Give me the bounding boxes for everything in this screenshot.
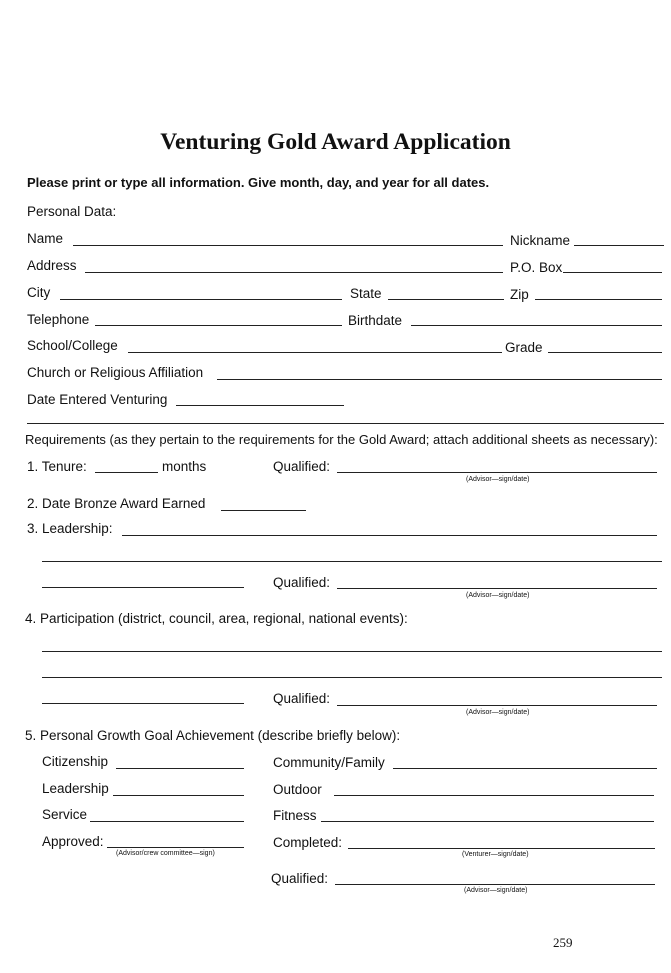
tenure-qualified-label: Qualified: [273, 459, 331, 474]
leadership-line-1[interactable] [122, 535, 657, 536]
personal-growth-label: 5. Personal Growth Goal Achievement (describe briefly below): [25, 728, 401, 743]
approved-field[interactable] [107, 847, 244, 848]
service-field[interactable] [90, 821, 244, 822]
grade-field[interactable] [548, 352, 662, 353]
church-field[interactable] [217, 379, 662, 380]
tenure-field[interactable] [95, 472, 158, 473]
final-qualified-label: Qualified: [271, 871, 329, 886]
po-box-label: P.O. Box [510, 260, 563, 275]
leadership-advisor-caption: (Advisor—sign/date) [466, 592, 530, 599]
participation-qualified-field[interactable] [337, 705, 657, 706]
approved-caption: (Advisor/crew committee—sign) [116, 850, 215, 857]
participation-line-2[interactable] [42, 677, 662, 678]
state-label: State [350, 286, 382, 301]
leadership-label: 3. Leadership: [27, 521, 113, 536]
page-number: 259 [553, 935, 573, 950]
address-field[interactable] [85, 272, 503, 273]
tenure-label: 1. Tenure: [27, 459, 87, 474]
telephone-field[interactable] [95, 325, 342, 326]
birthdate-field[interactable] [411, 325, 662, 326]
venturer-caption: (Venturer—sign/date) [462, 851, 529, 858]
community-field[interactable] [393, 768, 657, 769]
participation-qualified-label: Qualified: [273, 691, 331, 706]
birthdate-label: Birthdate [348, 313, 403, 328]
completed-label: Completed: [273, 835, 343, 850]
nickname-label: Nickname [510, 233, 571, 248]
tenure-advisor-caption: (Advisor—sign/date) [466, 476, 530, 483]
leadership-qualified-field[interactable] [337, 588, 657, 589]
outdoor-field[interactable] [334, 795, 654, 796]
city-label: City [27, 285, 51, 300]
state-field[interactable] [388, 299, 504, 300]
tenure-qualified-field[interactable] [337, 472, 657, 473]
school-field[interactable] [128, 352, 502, 353]
leadership-goal-field[interactable] [113, 795, 244, 796]
requirements-heading: Requirements (as they pertain to the requirements for the Gold Award; attach additional sheets as necessary): [25, 432, 658, 447]
date-entered-label: Date Entered Venturing [27, 392, 168, 407]
fitness-field[interactable] [321, 821, 654, 822]
city-field[interactable] [60, 299, 342, 300]
personal-data-heading: Personal Data: [27, 204, 117, 219]
zip-label: Zip [510, 287, 529, 302]
school-label: School/College [27, 338, 118, 353]
leadership-line-2[interactable] [42, 561, 662, 562]
po-box-field[interactable] [563, 272, 662, 273]
instructions: Please print or type all information. Give month, day, and year for all dates. [27, 175, 490, 190]
date-entered-field[interactable] [176, 405, 344, 406]
leadership-goal-label: Leadership [42, 781, 109, 796]
bronze-field[interactable] [221, 510, 306, 511]
name-label: Name [27, 231, 64, 246]
approved-label: Approved: [42, 834, 104, 849]
participation-line-3[interactable] [42, 703, 244, 704]
participation-label: 4. Participation (district, council, area, regional, national events): [25, 611, 408, 626]
citizenship-field[interactable] [116, 768, 244, 769]
completed-field[interactable] [348, 848, 655, 849]
outdoor-label: Outdoor [273, 782, 322, 797]
address-label: Address [27, 258, 77, 273]
final-advisor-caption: (Advisor—sign/date) [464, 887, 528, 894]
name-field[interactable] [73, 245, 503, 246]
participation-line-1[interactable] [42, 651, 662, 652]
tenure-months-label: months [162, 459, 207, 474]
leadership-qualified-label: Qualified: [273, 575, 331, 590]
leadership-line-3[interactable] [42, 587, 244, 588]
telephone-label: Telephone [27, 312, 90, 327]
nickname-field[interactable] [574, 245, 664, 246]
fitness-label: Fitness [273, 808, 317, 823]
participation-advisor-caption: (Advisor—sign/date) [466, 709, 530, 716]
final-qualified-field[interactable] [335, 884, 655, 885]
community-label: Community/Family [273, 755, 385, 770]
grade-label: Grade [505, 340, 543, 355]
church-label: Church or Religious Affiliation [27, 365, 204, 380]
zip-field[interactable] [535, 299, 662, 300]
citizenship-label: Citizenship [42, 754, 109, 769]
service-label: Service [42, 807, 88, 822]
page-title: Venturing Gold Award Application [160, 129, 511, 155]
bronze-label: 2. Date Bronze Award Earned [27, 496, 206, 511]
section-divider [27, 423, 664, 424]
